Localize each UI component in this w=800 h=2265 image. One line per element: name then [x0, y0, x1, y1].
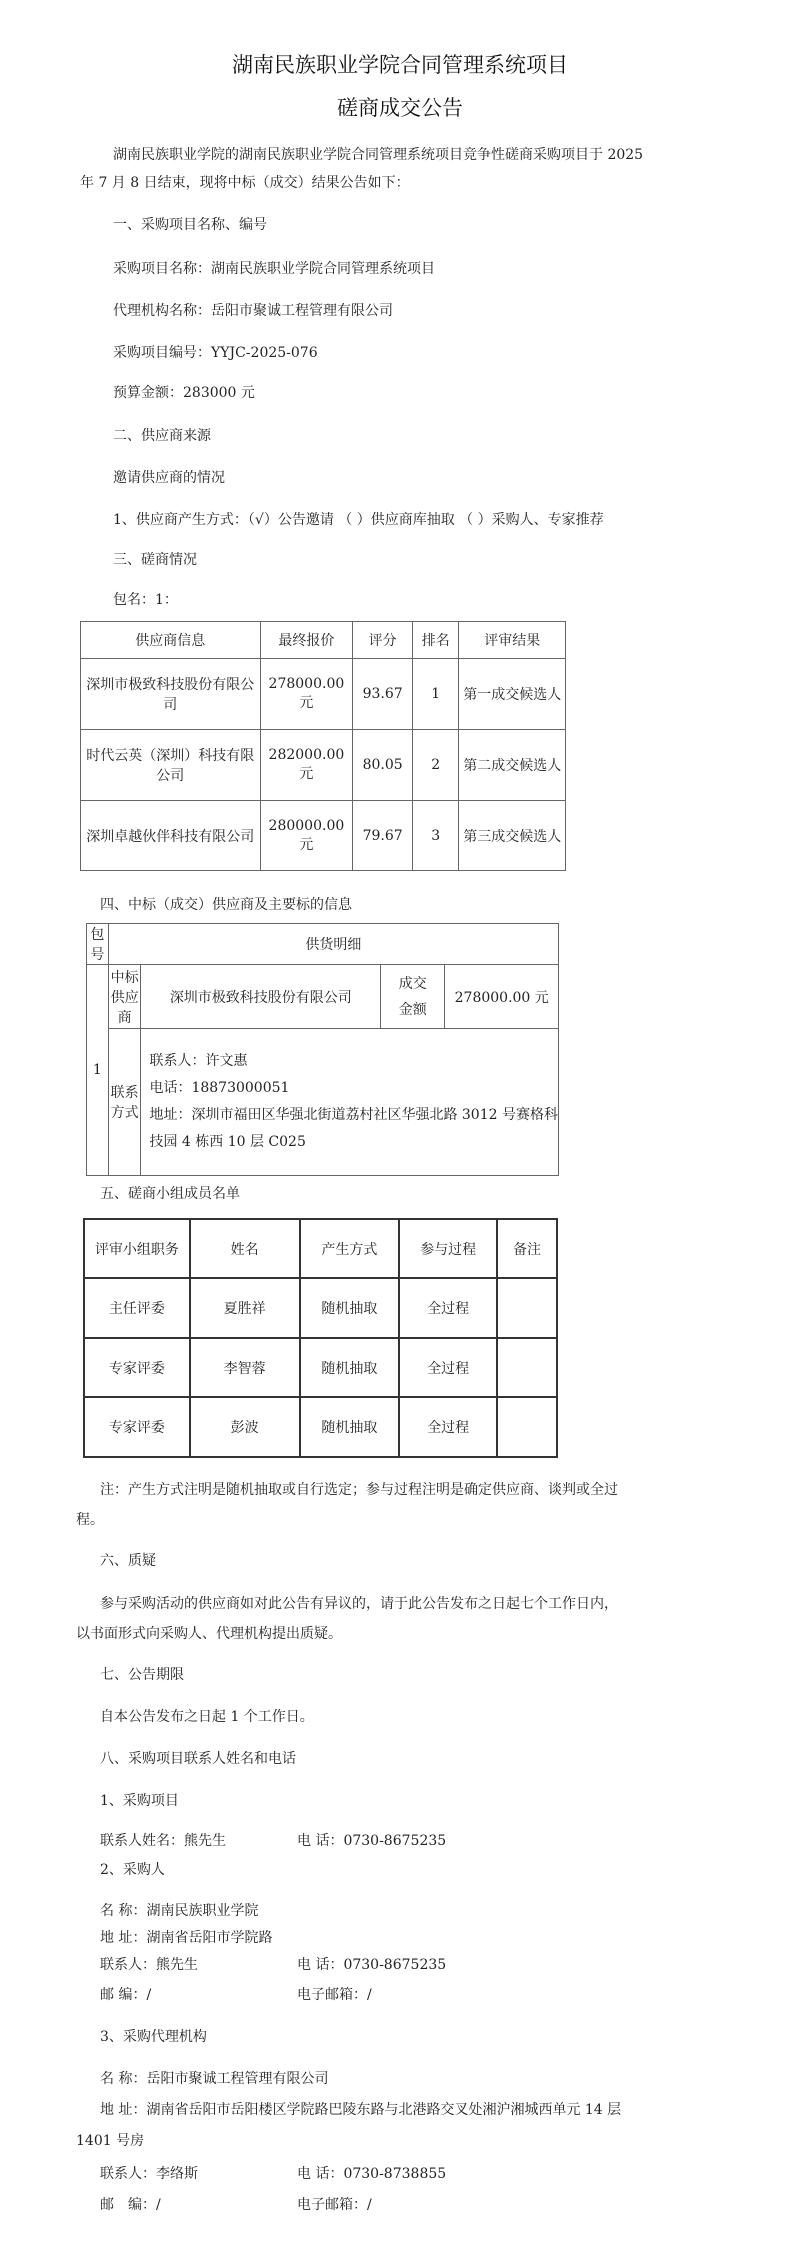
header-cell: 排名 — [412, 622, 458, 659]
purchaser-phone: 电 话：0730-8675235 — [297, 1957, 447, 1973]
price-cell: 278000.00 元 — [260, 659, 353, 730]
section8-heading: 八、采购项目联系人姓名和电话 — [100, 1751, 296, 1767]
winning-amount: 278000.00 元 — [445, 965, 559, 1029]
section1-heading: 一、采购项目名称、编号 — [113, 217, 267, 233]
section7-heading: 七、公告期限 — [100, 1667, 184, 1683]
winner-row — [87, 965, 559, 1029]
price-cell: 282000.00 元 — [260, 730, 353, 801]
agency-name: 代理机构名称：岳阳市聚诚工程管理有限公司 — [113, 303, 393, 319]
purchaser-name: 名 称：湖南民族职业学院 — [100, 1903, 259, 1919]
project-contact-phone: 电 话：0730-8675235 — [297, 1833, 447, 1849]
project-contact-name: 联系人姓名：熊先生 — [100, 1833, 226, 1849]
name-cell: 夏胜祥 — [190, 1278, 300, 1338]
budget-amount: 预算金额：283000 元 — [113, 385, 255, 401]
process-cell: 全过程 — [399, 1397, 497, 1457]
agency-postcode: 邮 编：/ — [100, 2197, 161, 2213]
contact-phone: 电话：18873000051 — [149, 1080, 290, 1096]
contact-row — [87, 1029, 559, 1176]
detail-header: 供货明细 — [108, 924, 558, 965]
panel-members-table — [83, 1218, 558, 1458]
header-cell: 供应商信息 — [81, 622, 261, 659]
notice-period: 自本公告发布之日起 1 个工作日。 — [100, 1709, 314, 1725]
rank-cell: 1 — [412, 659, 458, 730]
rank-cell: 2 — [412, 730, 458, 801]
price-cell: 280000.00 元 — [260, 801, 353, 871]
agency-address-line2: 1401 号房 — [76, 2133, 145, 2149]
purchaser-address: 地 址：湖南省岳阳市学院路 — [100, 1930, 273, 1946]
project-name: 采购项目名称：湖南民族职业学院合同管理系统项目 — [113, 261, 435, 277]
agency-heading: 3、采购代理机构 — [100, 2029, 207, 2045]
header-cell: 评分 — [353, 622, 413, 659]
method-cell: 随机抽取 — [300, 1278, 400, 1338]
role-cell: 主任评委 — [84, 1278, 190, 1338]
project-number: 采购项目编号：YYJC-2025-076 — [113, 345, 318, 361]
amount-label-line2: 金额 — [398, 1001, 427, 1018]
supplier-method: 1、供应商产生方式：（√）公告邀请 （ ）供应商库抽取 （ ）采购人、专家推荐 — [113, 512, 604, 528]
package-name: 包名：1： — [113, 592, 178, 608]
header-cell: 姓名 — [190, 1219, 300, 1278]
agency-address-line1: 地 址：湖南省岳阳市岳阳楼区学院路巴陵东路与北港路交叉处湘沪湘城西单元 14 层 — [100, 2102, 622, 2118]
table-row — [81, 730, 566, 801]
amount-label-line1: 成交 — [398, 975, 427, 992]
agency-name-line: 名 称：岳阳市聚诚工程管理有限公司 — [100, 2071, 329, 2087]
header-cell: 最终报价 — [260, 622, 353, 659]
contact-label: 联系方式 — [108, 1029, 141, 1176]
process-cell: 全过程 — [399, 1338, 497, 1397]
agency-phone: 电 话：0730-8738855 — [297, 2166, 447, 2182]
purchaser-postcode: 邮 编：/ — [100, 1987, 152, 2003]
role-cell: 专家评委 — [84, 1397, 190, 1457]
agency-email: 电子邮箱：/ — [297, 2197, 372, 2213]
section2-sub: 邀请供应商的情况 — [113, 470, 225, 486]
header-cell: 参与过程 — [399, 1219, 497, 1278]
method-cell: 随机抽取 — [300, 1397, 400, 1457]
intro-line1: 湖南民族职业学院的湖南民族职业学院合同管理系统项目竞争性磋商采购项目于 2025 — [113, 147, 644, 163]
winner-label: 中标供应商 — [108, 965, 141, 1029]
name-cell: 李智蓉 — [190, 1338, 300, 1397]
section2-heading: 二、供应商来源 — [113, 428, 211, 444]
note-line1: 注：产生方式注明是随机抽取或自行选定；参与过程注明是确定供应商、谈判或全过 — [100, 1482, 618, 1498]
contact-details — [141, 1029, 559, 1176]
section3-heading: 三、磋商情况 — [113, 552, 197, 568]
name-cell: 彭波 — [190, 1397, 300, 1457]
package-header: 包号 — [87, 924, 109, 965]
contact-address-line2: 技园 4 栋西 10 层 C025 — [149, 1134, 306, 1150]
project-contact-heading: 1、采购项目 — [100, 1793, 179, 1809]
result-cell: 第二成交候选人 — [459, 730, 566, 801]
table-header-row — [81, 622, 566, 659]
contact-person: 联系人：许文惠 — [149, 1053, 248, 1069]
header-cell: 评审小组职务 — [84, 1219, 190, 1278]
remark-cell — [497, 1338, 557, 1397]
agency-contact: 联系人：李络斯 — [100, 2166, 198, 2182]
score-cell: 80.05 — [353, 730, 413, 801]
table-header-row — [87, 924, 559, 965]
header-cell: 备注 — [497, 1219, 557, 1278]
table-row — [84, 1397, 557, 1457]
section6-heading: 六、质疑 — [100, 1553, 156, 1569]
score-cell: 79.67 — [353, 801, 413, 871]
objection-line1: 参与采购活动的供应商如对此公告有异议的，请于此公告发布之日起七个工作日内， — [100, 1596, 618, 1612]
rank-cell: 3 — [412, 801, 458, 871]
purchaser-contact: 联系人：熊先生 — [100, 1957, 198, 1973]
result-cell: 第一成交候选人 — [459, 659, 566, 730]
intro-line2: 年 7 月 8 日结束，现将中标（成交）结果公告如下： — [80, 175, 410, 191]
winner-info-table — [86, 923, 559, 1176]
header-cell: 评审结果 — [459, 622, 566, 659]
table-row — [81, 659, 566, 730]
remark-cell — [497, 1278, 557, 1338]
supplier-cell: 深圳卓越伙伴科技有限公司 — [81, 801, 261, 871]
purchaser-email: 电子邮箱：/ — [297, 1987, 372, 2003]
table-row — [81, 801, 566, 871]
score-cell: 93.67 — [353, 659, 413, 730]
package-number: 1 — [87, 965, 109, 1176]
contact-address-line1: 地址：深圳市福田区华强北街道荔村社区华强北路 3012 号赛格科 — [149, 1107, 558, 1123]
supplier-cell: 时代云英（深圳）科技有限公司 — [81, 730, 261, 801]
amount-label — [381, 965, 445, 1029]
table-row — [84, 1278, 557, 1338]
role-cell: 专家评委 — [84, 1338, 190, 1397]
note-line2: 程。 — [76, 1512, 104, 1528]
header-cell: 产生方式 — [300, 1219, 400, 1278]
method-cell: 随机抽取 — [300, 1338, 400, 1397]
page-title-line2: 磋商成交公告 — [337, 96, 463, 120]
winner-name: 深圳市极致科技股份有限公司 — [141, 965, 381, 1029]
objection-line2: 以书面形式向采购人、代理机构提出质疑。 — [76, 1626, 342, 1642]
table-header-row — [84, 1219, 557, 1278]
remark-cell — [497, 1397, 557, 1457]
process-cell: 全过程 — [399, 1278, 497, 1338]
table-row — [84, 1338, 557, 1397]
purchaser-heading: 2、采购人 — [100, 1862, 165, 1878]
section5-heading: 五、磋商小组成员名单 — [100, 1186, 240, 1202]
negotiation-results-table — [80, 621, 566, 871]
result-cell: 第三成交候选人 — [459, 801, 566, 871]
section4-heading: 四、中标（成交）供应商及主要标的信息 — [100, 897, 352, 913]
page-title-line1: 湖南民族职业学院合同管理系统项目 — [232, 53, 568, 77]
supplier-cell: 深圳市极致科技股份有限公司 — [81, 659, 261, 730]
